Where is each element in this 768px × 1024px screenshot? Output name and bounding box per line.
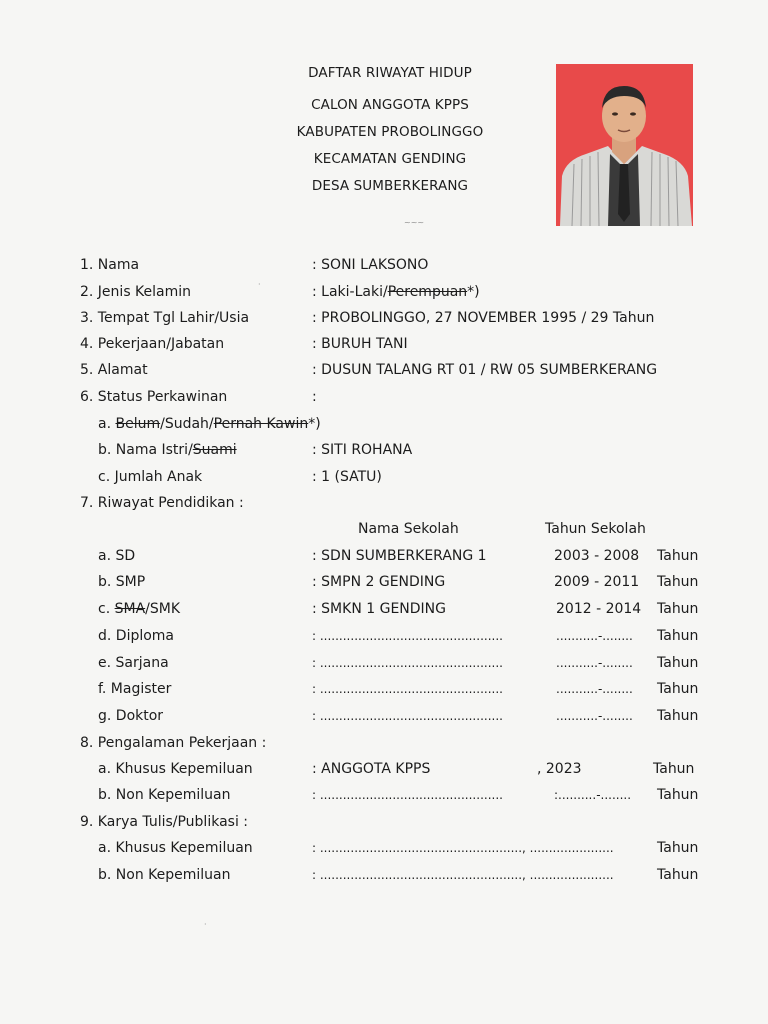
edu-years: ...........-........ xyxy=(556,656,633,670)
edu-level: d. Diploma xyxy=(98,628,175,644)
subtitle-calon-anggota: CALON ANGGOTA KPPS xyxy=(311,97,469,113)
edu-school: : SMKN 1 GENDING xyxy=(312,601,446,617)
label-nama-istri xyxy=(98,441,237,459)
edu-school: : ................................................ xyxy=(312,656,503,670)
edu-school: : SDN SUMBERKERANG 1 xyxy=(312,548,487,564)
edu-years: ...........-........ xyxy=(556,682,633,696)
karya-label: b. Non Kepemiluan xyxy=(98,867,231,883)
status-a-suffix: *) xyxy=(308,416,321,432)
karya-unit: Tahun xyxy=(657,840,699,856)
value-nama: : SONI LAKSONO xyxy=(312,257,429,273)
label-jenis-kelamin: 2. Jenis Kelamin xyxy=(80,284,192,300)
edu-level-prefix: c. xyxy=(98,601,115,617)
value-jenis-kelamin-struck: Perempuan xyxy=(387,284,468,300)
edu-level: e. Sarjana xyxy=(98,655,169,671)
subtitle-desa: DESA SUMBERKERANG xyxy=(311,178,469,194)
edu-level xyxy=(98,600,180,618)
edu-unit: Tahun xyxy=(657,548,699,564)
value-jenis-kelamin xyxy=(312,283,480,301)
col-nama-sekolah: Nama Sekolah xyxy=(358,521,459,537)
edu-years: ...........-........ xyxy=(556,709,633,723)
edu-years: ...........-........ xyxy=(556,629,633,643)
edu-level: g. Doktor xyxy=(98,708,164,724)
label-jumlah-anak: c. Jumlah Anak xyxy=(98,469,203,485)
value-jumlah-anak: : 1 (SATU) xyxy=(312,469,382,485)
value-alamat: : DUSUN TALANG RT 01 / RW 05 SUMBERKERANG xyxy=(312,362,658,378)
exp-value: : ANGGOTA KPPS xyxy=(312,761,431,777)
subtitle-kecamatan: KECAMATAN GENDING xyxy=(313,151,467,167)
status-a-struck-belum: Belum xyxy=(115,416,161,432)
edu-unit: Tahun xyxy=(657,708,699,724)
exp-year: :..........-........ xyxy=(554,788,632,802)
subtitle-kabupaten: KABUPATEN PROBOLINGGO xyxy=(296,124,484,140)
edu-level: b. SMP xyxy=(98,574,146,590)
edu-unit: Tahun xyxy=(657,681,699,697)
value-status-perkawinan: : xyxy=(312,389,317,405)
exp-unit: Tahun xyxy=(653,761,695,777)
value-pekerjaan: : BURUH TANI xyxy=(312,336,408,352)
scan-smudge: ~~~ xyxy=(404,218,425,227)
col-tahun-sekolah: Tahun Sekolah xyxy=(545,521,646,537)
edu-level-suffix: /SMK xyxy=(145,601,181,617)
title-daftar-riwayat-hidup: DAFTAR RIWAYAT HIDUP xyxy=(308,65,472,81)
status-options xyxy=(98,415,321,433)
karya-value: : ....................................................., ...................... xyxy=(312,868,614,882)
value-nama-istri: : SITI ROHANA xyxy=(312,442,413,458)
label-pengalaman-pekerjaan: 8. Pengalaman Pekerjaan : xyxy=(80,735,267,751)
edu-school: : ................................................ xyxy=(312,682,503,696)
edu-level: a. SD xyxy=(98,548,136,564)
exp-label: a. Khusus Kepemiluan xyxy=(98,761,253,777)
edu-unit: Tahun xyxy=(657,601,699,617)
person-photo-icon xyxy=(556,64,693,226)
edu-years: 2003 - 2008 xyxy=(554,548,640,564)
label-pekerjaan: 4. Pekerjaan/Jabatan xyxy=(80,336,225,352)
value-jenis-kelamin-suffix: *) xyxy=(467,284,480,300)
exp-unit: Tahun xyxy=(657,787,699,803)
scan-speck: · xyxy=(204,920,207,929)
edu-unit: Tahun xyxy=(657,628,699,644)
edu-years: 2009 - 2011 xyxy=(554,574,640,590)
status-a-prefix: a. xyxy=(98,416,116,432)
edu-unit: Tahun xyxy=(657,574,699,590)
karya-label: a. Khusus Kepemiluan xyxy=(98,840,253,856)
exp-value: : ................................................ xyxy=(312,788,503,802)
status-a-mid: /Sudah/ xyxy=(160,416,214,432)
label-nama-istri-prefix: b. Nama Istri/ xyxy=(98,442,193,458)
scan-speck: · xyxy=(258,280,261,289)
edu-unit: Tahun xyxy=(657,655,699,671)
edu-school: : SMPN 2 GENDING xyxy=(312,574,446,590)
value-ttl: : PROBOLINGGO, 27 NOVEMBER 1995 / 29 Tahun xyxy=(312,310,655,326)
value-jenis-kelamin-prefix: : Laki-Laki/ xyxy=(312,284,388,300)
exp-label: b. Non Kepemiluan xyxy=(98,787,231,803)
label-karya-tulis: 9. Karya Tulis/Publikasi : xyxy=(80,814,249,830)
edu-school: : ................................................ xyxy=(312,629,503,643)
exp-year: , 2023 xyxy=(537,761,582,777)
label-ttl: 3. Tempat Tgl Lahir/Usia xyxy=(80,310,250,326)
label-nama-istri-struck: Suami xyxy=(192,442,237,458)
profile-photo xyxy=(556,64,693,226)
karya-value: : ....................................................., ...................... xyxy=(312,841,614,855)
edu-level: f. Magister xyxy=(98,681,172,697)
karya-unit: Tahun xyxy=(657,867,699,883)
edu-level-struck: SMA xyxy=(114,601,146,617)
edu-school: : ................................................ xyxy=(312,709,503,723)
label-nama: 1. Nama xyxy=(80,257,140,273)
edu-years: 2012 - 2014 xyxy=(556,601,642,617)
label-riwayat-pendidikan: 7. Riwayat Pendidikan : xyxy=(80,495,244,511)
status-a-struck-pernah: Pernah Kawin xyxy=(213,416,309,432)
label-alamat: 5. Alamat xyxy=(80,362,148,378)
label-status-perkawinan: 6. Status Perkawinan xyxy=(80,389,228,405)
